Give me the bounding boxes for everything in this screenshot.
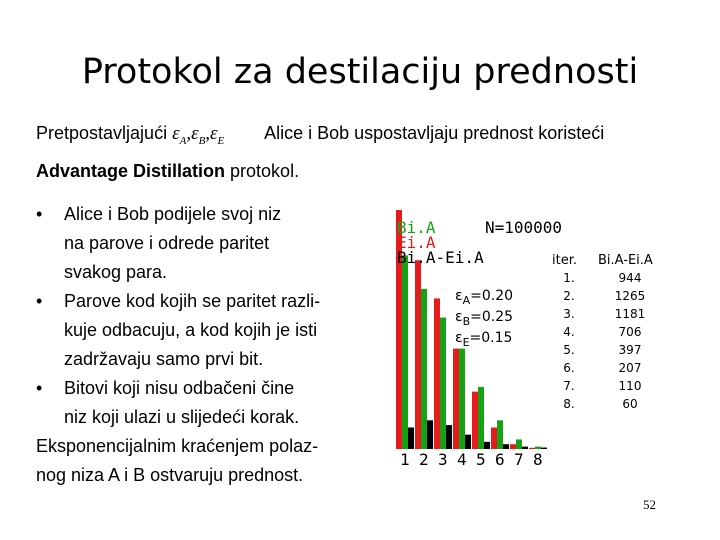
- legend-bia: Bi.A: [397, 218, 436, 237]
- epsilon-a-label: [455, 288, 513, 307]
- eps-symbol: ε: [172, 123, 180, 144]
- bullet-continuation: svakog para.: [64, 262, 168, 282]
- protocol-name: Advantage Distillation: [36, 160, 226, 181]
- bar-ei-a-3: [434, 298, 440, 449]
- table-cell-value: 944: [618, 271, 642, 285]
- eps-symbol: ε: [191, 123, 199, 144]
- sample-size-annotation: N=100000: [485, 218, 563, 237]
- bar-bi-a-ei-a-7: [522, 447, 528, 449]
- table-cell-iter: 8.: [563, 397, 575, 411]
- intro-suffix: Alice i Bob uspostavljaju prednost koristeći: [264, 123, 605, 143]
- x-tick-label: 5: [476, 450, 486, 469]
- table-cell-value: 110: [618, 379, 642, 393]
- bullet-text: Bitovi koji nisu odbačeni čine: [64, 378, 295, 398]
- x-tick-label: 7: [514, 450, 524, 469]
- bar-bi-a-1: [402, 255, 408, 449]
- bullet-continuation: kuje odbacuju, a kod kojih je isti: [64, 320, 318, 340]
- x-tick-label: 6: [495, 450, 505, 469]
- bullet-text: Alice i Bob podijele svoj niz: [64, 204, 282, 224]
- eps-comma: ,: [186, 123, 192, 144]
- table-cell-value: 207: [618, 361, 642, 375]
- bar-ei-a-2: [415, 260, 421, 449]
- eps-sub: A: [179, 134, 187, 147]
- bar-bi-a-2: [421, 289, 427, 449]
- table-cell-iter: 6.: [563, 361, 575, 375]
- bullet-continuation: zadržavaju samo prvi bit.: [64, 349, 264, 369]
- eps-comma: ,: [205, 123, 211, 144]
- bar-bi-a-6: [497, 420, 503, 449]
- table-cell-iter: 7.: [563, 379, 575, 393]
- eps-sub: A: [462, 293, 471, 307]
- eps-symbol: ε: [455, 330, 463, 346]
- bullet-continuation: niz koji ulazi u slijedeći korak.: [64, 407, 300, 427]
- eps-sub: E: [462, 335, 470, 349]
- bar-bi-a-8: [535, 447, 541, 449]
- table-cell-value: 1265: [614, 289, 646, 303]
- bullet-text: Parove kod kojih se paritet razli-: [64, 291, 321, 311]
- bullet-marker: •: [36, 291, 43, 311]
- bar-ei-a-5: [472, 392, 478, 449]
- intro-paragraph: [36, 118, 696, 186]
- bar-bi-a-5: [478, 387, 484, 449]
- x-tick-label: 8: [533, 450, 543, 469]
- bullet-marker: •: [36, 378, 43, 398]
- bullet-item: [36, 374, 381, 403]
- table-cell-iter: 2.: [563, 289, 575, 303]
- eps-value: =0.15: [469, 330, 513, 346]
- eps-sub: B: [198, 134, 206, 147]
- closing-line: Eksponencijalnim kraćenjem polaz-: [36, 436, 319, 456]
- eps-symbol: ε: [210, 123, 218, 144]
- bullet-continuation: na parove i odrede paritet: [64, 233, 270, 253]
- bar-bi-a-ei-a-5: [484, 442, 490, 449]
- eps-symbol: ε: [455, 309, 463, 325]
- bar-ei-a-4: [453, 349, 459, 449]
- table-header-iter: iter.: [552, 253, 577, 268]
- table-header-diff: Bi.A-Ei.A: [598, 253, 653, 268]
- bar-bi-a-ei-a-4: [465, 435, 471, 449]
- bullet-list: [36, 200, 381, 490]
- table-cell-iter: 1.: [563, 271, 575, 285]
- legend-eia: Ei.A: [397, 233, 436, 252]
- x-tick-label: 3: [438, 450, 448, 469]
- x-tick-label: 1: [400, 450, 410, 469]
- bar-bi-a-3: [440, 318, 446, 449]
- bar-ei-a-7: [510, 444, 516, 449]
- distillation-chart: [380, 208, 690, 478]
- bar-bi-a-ei-a-3: [446, 425, 452, 449]
- epsilon-e-label: [455, 330, 512, 349]
- closing-line: nog niza A i B ostvaruju prednost.: [36, 465, 304, 485]
- table-cell-value: 397: [618, 343, 642, 357]
- table-cell-iter: 5.: [563, 343, 575, 357]
- bullet-item: [36, 287, 381, 316]
- table-cell-value: 1181: [614, 307, 646, 321]
- bar-bi-a-ei-a-1: [408, 427, 414, 449]
- bar-ei-a-8: [529, 448, 535, 449]
- bar-bi-a-ei-a-8: [541, 448, 547, 449]
- eps-value: =0.25: [470, 309, 514, 325]
- epsilon-formula: [172, 119, 260, 156]
- table-cell-value: 60: [622, 397, 638, 411]
- x-tick-label: 4: [457, 450, 467, 469]
- legend-diff: Bi.A-Ei.A: [397, 248, 484, 267]
- table-cell-value: 706: [618, 325, 642, 339]
- intro-prefix: Pretpostavljajući: [36, 123, 168, 143]
- table-cell-iter: 3.: [563, 307, 575, 321]
- bullet-item: [36, 200, 381, 229]
- eps-sub: B: [462, 314, 471, 328]
- eps-value: =0.20: [470, 288, 514, 304]
- slide-title: Protokol za destilaciju prednosti: [81, 52, 639, 92]
- page-number: 52: [643, 497, 656, 512]
- eps-sub: E: [217, 134, 225, 147]
- bar-bi-a-ei-a-6: [503, 444, 509, 449]
- intro-line2-rest: protokol.: [225, 160, 300, 181]
- bar-bi-a-7: [516, 439, 522, 449]
- eps-symbol: ε: [455, 288, 463, 304]
- bar-ei-a-6: [491, 427, 497, 449]
- x-tick-label: 2: [419, 450, 429, 469]
- epsilon-b-label: [455, 309, 513, 328]
- table-cell-iter: 4.: [563, 325, 575, 339]
- bar-bi-a-ei-a-2: [427, 420, 433, 449]
- bullet-marker: •: [36, 204, 43, 224]
- bar-bi-a-4: [459, 349, 465, 449]
